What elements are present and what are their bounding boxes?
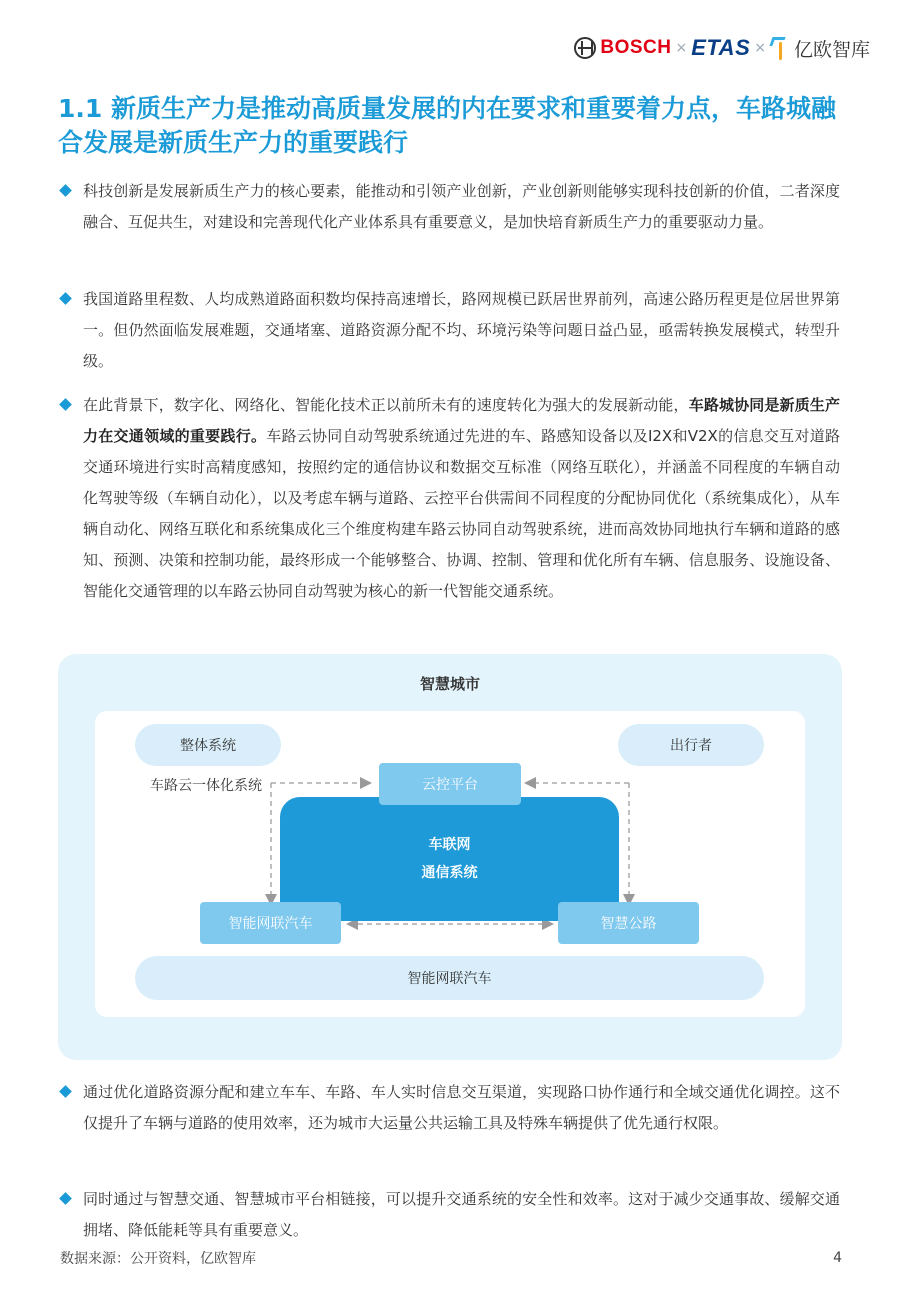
bullet-paragraph [60,176,840,238]
smart-city-diagram [58,654,842,1060]
diamond-bullet-icon [59,398,72,411]
icv-box: 智能网联汽车 [200,902,341,944]
paragraph-text: 同时通过与智慧交通、智慧城市平台相链接，可以提升交通系统的安全性和效率。这对于减少交通事故、缓解交通拥堵、降低能耗等具有重要意义。 [83,1190,840,1239]
bullet-paragraph [60,284,840,377]
diamond-bullet-icon [59,1085,72,1098]
data-source-note: 数据来源：公开资料，亿欧智库 [60,1251,256,1267]
bottom-icv-bar: 智能网联汽车 [135,956,764,1000]
integrated-system-label: 车路云一体化系统 [150,778,262,794]
page-number: 4 [833,1250,842,1266]
paragraph-text: 我国道路里程数、人均成熟道路面积数均保持高速增长，路网规模已跃居世界前列，高速公路历程更是位居世界第一。但仍然面临发展难题，交通堵塞、道路资源分配不均、环境污染等问题日益凸显，亟需转换发展模式，转型升级。 [83,290,840,370]
bullet-paragraph [60,390,840,607]
bullet-paragraph [60,1077,840,1139]
diagram-inner-panel [95,711,805,1017]
etas-logo-text: ETAS [691,35,751,60]
smart-road-box: 智慧公路 [558,902,699,944]
bosch-logo-text: BOSCH [600,37,672,58]
network-label-line2: 通信系统 [421,865,478,881]
partner-logos [574,34,870,62]
paragraph-text-part: 在此背景下，数字化、网络化、智能化技术正以前所未有的速度转化为强大的发展新动能， [83,396,689,414]
times-separator: × [754,40,766,56]
paragraph-text: 科技创新是发展新质生产力的核心要素，能推动和引领产业创新，产业创新则能够实现科技创新的价值，二者深度融合、互促共生，对建设和完善现代化产业体系具有重要意义，是加快培育新质生产力的重要驱动力量。 [83,182,840,231]
paragraph-bold-text: 车路城协同是新质生产力在交通领域的重要践行。 [83,396,840,445]
bosch-logo-icon [574,37,596,59]
times-separator: × [675,40,688,56]
bullet-paragraph [60,1184,840,1246]
yiou-logo-icon [770,36,790,60]
page-title: 1.1 新质生产力是推动高质量发展的内在要求和重要着力点，车路城融合发展是新质生产力的重要践行 [58,94,836,157]
paragraph-text-part: 车路云协同自动驾驶系统通过先进的车、路感知设备以及I2X和V2X的信息交互对道路交通环境进行实时高精度感知，按照约定的通信协议和数据交互标准（网络互联化），并涵盖不同程度的车辆自动化驾驶等级（车辆自动化），以及考虑车辆与道路、云控平台供需间不同程度的分配协同优化（系统集成化），从车辆自动化、网络互联化和系统集成化三个维度构建车路云协同自动驾驶系统，进而高效协同地执行车辆和道路的感知、预测、决策和控制功能，最终形成一个能够整合、协调、控制、管理和优化所有车辆、信息服务、设施设备、智能化交通管理的以车路云协同自动驾驶为核心的新一代智能交通系统。 [83,427,840,600]
paragraph-text [83,390,840,607]
traveler-pill: 出行者 [618,724,764,766]
paragraph-text: 通过优化道路资源分配和建立车车、车路、车人实时信息交互渠道，实现路口协作通行和全域交通优化调控。这不仅提升了车辆与道路的使用效率，还为城市大运量公共运输工具及特殊车辆提供了优先通行权限。 [83,1083,840,1132]
diamond-bullet-icon [59,292,72,305]
yiou-logo-text: 亿欧智库 [793,38,870,61]
smart-city-label: 智慧城市 [419,675,480,693]
cloud-control-box: 云控平台 [379,763,521,805]
diamond-bullet-icon [59,1192,72,1205]
whole-system-pill: 整体系统 [135,724,281,766]
diamond-bullet-icon [59,184,72,197]
network-label-line1: 车联网 [428,837,471,853]
